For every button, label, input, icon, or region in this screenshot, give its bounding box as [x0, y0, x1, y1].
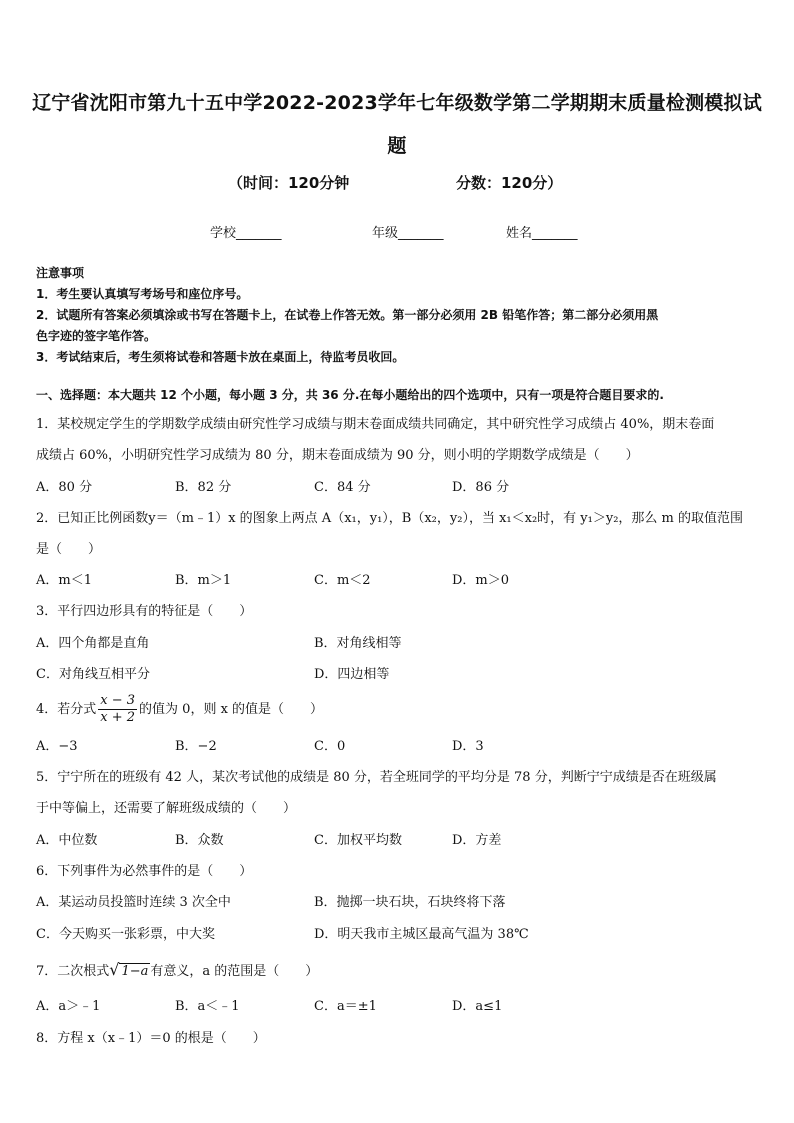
question-1-option-a[interactable]: A．80 分	[36, 480, 93, 495]
fraction-expression	[98, 693, 137, 726]
grade-field[interactable]: 年级_______	[372, 226, 444, 241]
question-2-option-a[interactable]: A．m＜1	[36, 573, 92, 588]
question-6-option-b[interactable]: B．抛掷一块石块，石块终将下落	[314, 895, 506, 910]
question-3-text: 3．平行四边形具有的特征是（ ）	[36, 604, 253, 619]
question-4-prefix: 4．若分式	[36, 702, 97, 717]
question-3-option-c[interactable]: C．对角线互相平分	[36, 667, 150, 682]
page-title-continued: 题	[387, 135, 407, 157]
question-6-option-a[interactable]: A．某运动员投篮时连续 3 次全中	[36, 895, 231, 910]
question-3-option-a[interactable]: A．四个角都是直角	[36, 636, 150, 651]
notice-item: 2．试题所有答案必须填涂或书写在答题卡上，在试卷上作答无效。第一部分必须用 2B 铅笔作答；第二部分必须用黑	[36, 308, 659, 322]
question-1-option-b[interactable]: B．82 分	[175, 480, 232, 495]
question-5-option-c[interactable]: C．加权平均数	[314, 833, 402, 848]
question-4-option-d[interactable]: D．3	[452, 739, 484, 754]
question-5-text-continued: 于中等偏上，还需要了解班级成绩的（ ）	[36, 801, 297, 816]
question-4-option-c[interactable]: C．0	[314, 739, 346, 754]
question-6-option-d[interactable]: D．明天我市主城区最高气温为 38℃	[314, 927, 529, 942]
question-2-text-continued: 是（ ）	[36, 542, 102, 557]
question-1-option-d[interactable]: D．86 分	[452, 480, 510, 495]
question-1-text-continued: 成绩占 60%，小明研究性学习成绩为 80 分，期末卷面成绩为 90 分，则小明的学期数学成绩是（ ）	[36, 448, 639, 463]
question-5-option-d[interactable]: D．方差	[452, 833, 502, 848]
total-score: 分数：120分）	[456, 174, 563, 192]
notice-item: 1．考生要认真填写考场号和座位序号。	[36, 287, 249, 301]
question-4-option-b[interactable]: B．−2	[175, 739, 217, 754]
question-6-text: 6．下列事件为必然事件的是（ ）	[36, 864, 253, 879]
question-4-text	[36, 692, 758, 728]
notice-heading: 注意事项	[36, 266, 85, 280]
question-7-option-c[interactable]: C．a＝±1	[314, 999, 377, 1014]
radicand: 1−a	[121, 964, 149, 979]
notice-item: 3．考试结束后，考生须将试卷和答题卡放在桌面上，待监考员收回。	[36, 350, 405, 364]
question-2-text: 2．已知正比例函数y＝（m﹣1）x 的图象上两点 A（x₁，y₁），B（x₂，y₂），当 x₁＜x₂时，有 y₁＞y₂，那么 m 的取值范围	[36, 511, 744, 526]
question-7-prefix: 7．二次根式	[36, 964, 110, 979]
school-field[interactable]: 学校_______	[210, 226, 282, 241]
question-3-option-d[interactable]: D．四边相等	[314, 667, 390, 682]
question-6-option-c[interactable]: C．今天购买一张彩票，中大奖	[36, 927, 215, 942]
question-7-option-a[interactable]: A．a＞﹣1	[36, 999, 101, 1014]
question-2-option-c[interactable]: C．m＜2	[314, 573, 371, 588]
notice-item: 色字迹的签字笔作答。	[36, 329, 157, 343]
square-root-icon: √	[109, 960, 120, 979]
section-heading: 一、选择题：本大题共 12 个小题，每小题 3 分，共 36 分.在每小题给出的四个选项中，只有一项是符合题目要求的.	[36, 388, 664, 402]
question-4-option-a[interactable]: A．−3	[36, 739, 78, 754]
fraction-numerator: x − 3	[100, 693, 136, 708]
question-2-option-b[interactable]: B．m＞1	[175, 573, 232, 588]
question-5-option-b[interactable]: B．众数	[175, 833, 224, 848]
question-7-option-d[interactable]: D．a≤1	[452, 999, 503, 1014]
question-7-option-b[interactable]: B．a＜﹣1	[175, 999, 240, 1014]
time-limit: （时间：120分钟	[228, 174, 350, 192]
question-3-option-b[interactable]: B．对角线相等	[314, 636, 402, 651]
question-7-text	[36, 958, 758, 984]
question-5-option-a[interactable]: A．中位数	[36, 833, 98, 848]
question-7-suffix: 有意义，a 的范围是（ ）	[150, 964, 319, 979]
question-1-option-c[interactable]: C．84 分	[314, 480, 371, 495]
question-2-option-d[interactable]: D．m＞0	[452, 573, 510, 588]
name-field[interactable]: 姓名_______	[506, 226, 578, 241]
question-8-text: 8．方程 x（x﹣1）＝0 的根是（ ）	[36, 1031, 266, 1046]
page-title: 辽宁省沈阳市第九十五中学2022-2023学年七年级数学第二学期期末质量检测模拟试	[32, 92, 762, 114]
question-4-suffix: 的值为 0，则 x 的值是（ ）	[139, 702, 324, 717]
question-5-text: 5．宁宁所在的班级有 42 人，某次考试他的成绩是 80 分，若全班同学的平均分是 78 分，判断宁宁成绩是否在班级属	[36, 770, 717, 785]
fraction-denominator: x + 2	[100, 710, 136, 725]
question-1-text: 1．某校规定学生的学期数学成绩由研究性学习成绩与期末卷面成绩共同确定，其中研究性学习成绩占 40%，期末卷面	[36, 417, 715, 432]
